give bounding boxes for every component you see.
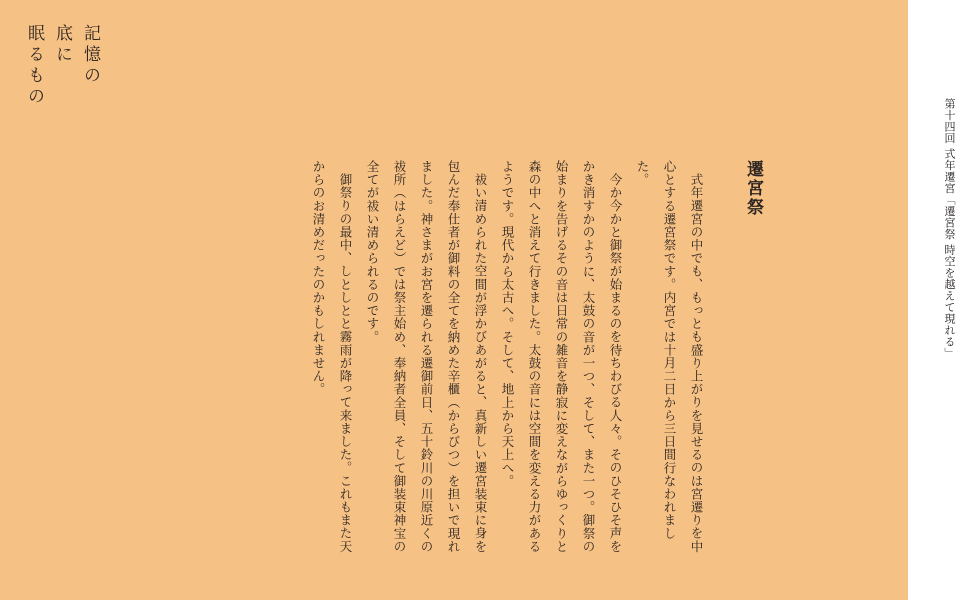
section-title-line-1: 記憶の [80,24,100,87]
section-title-line-3: 眠るもの [24,24,44,108]
article-paragraph-2: 今か今かと御祭が始まるのを待ちわびる人々。そのひそひそ声をかき消すかのように、太鼓の音が一つ、そして、また一つ。御祭の始まりを告げるその音は日常の雑音を静寂に変えながらゆっくりと森の中へと消えて行きました。太鼓の音には空間を変える力があるようです。現代から太古へ。そして、地上から天上へ。 [500,160,623,553]
article-heading: 遷宮祭 [743,160,763,217]
section-title-line-2: 底に [52,24,72,66]
section-title [20,24,104,144]
article-paragraph-4: 御祭りの最中、しとしとと霧雨が降って来ました。これもまた天からのお清めだったのかもしれません。 [311,160,353,553]
article-paragraph-3: 祓い清められた空間が浮かびあがると、真新しい遷宮装束に身を包んだ奉仕者が御料の全てを納めた辛櫃（からびつ）を担いで現れました。神さまがお宮を遷られる遷御前日、五十鈴川の川原近くの祓所（はらえど）では祭主始め、奉納者全員、そして御装束神宝の全てが祓い清められるのです。 [365,160,488,553]
article-body [305,160,768,560]
side-navigation-panel [908,0,980,600]
article-paragraph-1: 式年遷宮の中でも、もっとも盛り上がりを見せるのは宮遷りを中心とする遷宮祭です。内宮では十月二日から三日間行なわれました。 [635,160,704,553]
series-label[interactable]: 第十四回 式年遷宮「遷宮祭 時空を越えて現れる」 [943,98,956,359]
